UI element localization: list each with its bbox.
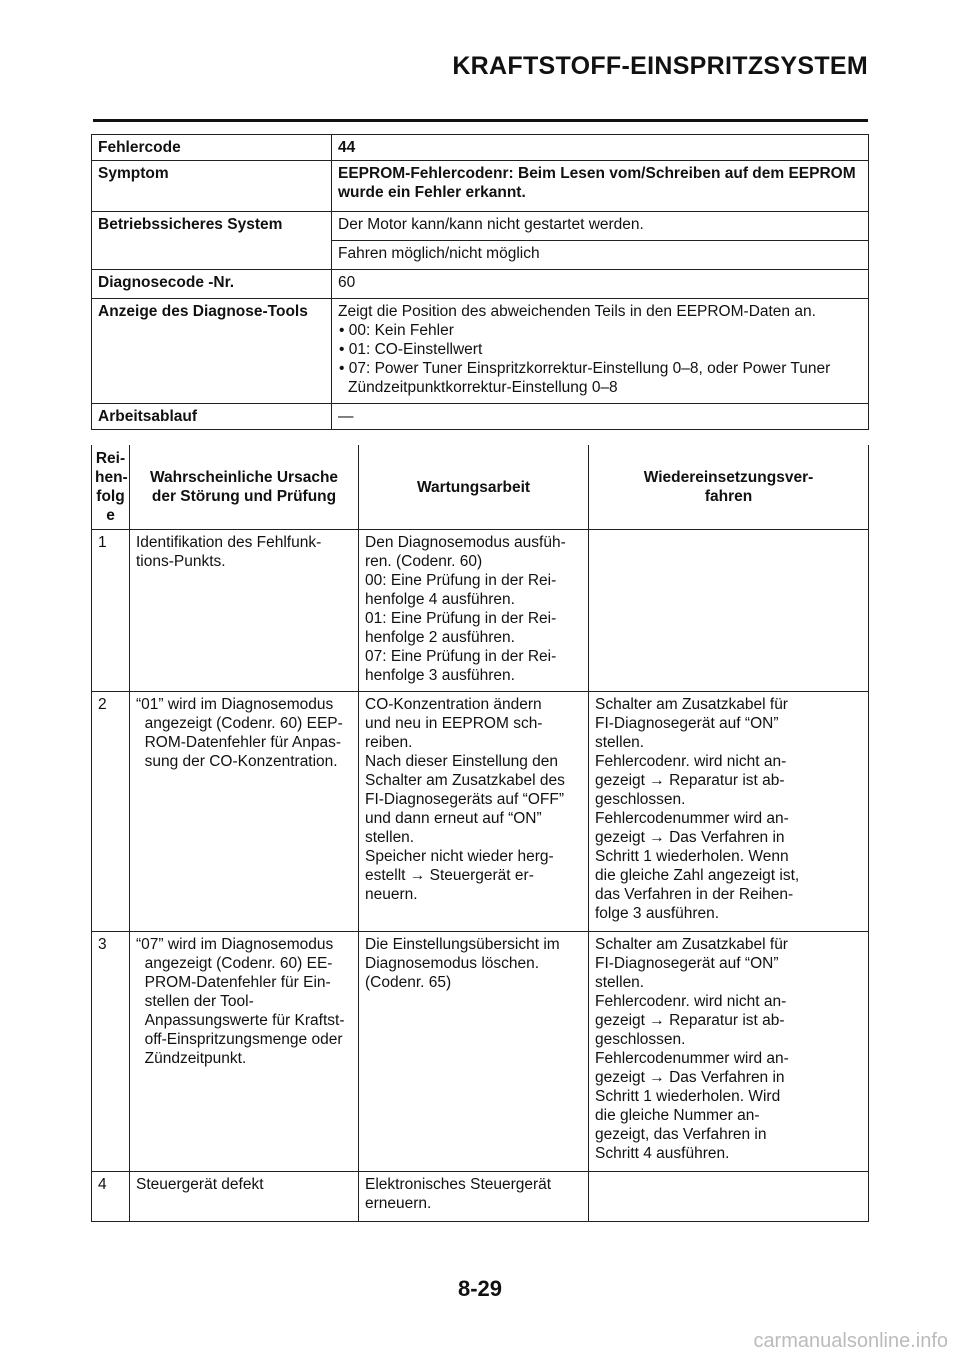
steps-header-row — [92, 445, 869, 530]
fehlercode-label: Fehlercode — [92, 135, 332, 161]
arbeitsablauf-label: Arbeitsablauf — [92, 404, 332, 430]
betrieb-value-1: Der Motor kann/kann nicht gestartet werden. — [332, 212, 869, 241]
step-3-restore: Schalter am Zusatzkabel für FI-Diagnosegerät auf “ON” stellen. Fehlercodenr. wird nicht an- gezeigt → Reparatur ist ab- geschlossen. Fehlercodenummer wird an- gezeigt → Das Verfahren in Schritt 1 wiederholen. Wird die gleiche Nummer an- gezeigt, das Verfahren in Schritt 4 ausführen. — [589, 932, 869, 1172]
step-1-cause: Identifikation des Fehlfunk- tions-Punkts. — [130, 530, 359, 692]
header-wartungsarbeit: Wartungsarbeit — [359, 445, 589, 530]
symptom-label: Symptom — [92, 161, 332, 212]
diagnosecode-row — [92, 270, 869, 299]
header-reihenfolge: Rei- hen- folg e — [92, 445, 130, 530]
step-4-restore — [589, 1172, 869, 1222]
anzeige-bullet-01: • 01: CO-Einstellwert — [339, 341, 483, 358]
step-1-restore — [589, 530, 869, 692]
fehlercode-value: 44 — [332, 135, 869, 161]
anzeige-intro: Zeigt die Position des abweichenden Teils in den EEPROM-Daten an. — [338, 303, 816, 320]
step-3-cause: “07” wird im Diagnosemodus angezeigt (Codenr. 60) EE- PROM-Datenfehler für Ein- stellen der Tool- Anpassungswerte für Kraftst- off-Einspritzungsmenge oder Zündzeitpunkt. — [130, 932, 359, 1172]
symptom-value: EEPROM-Fehlercodenr: Beim Lesen vom/Schreiben auf dem EEPROM wurde ein Fehler erkannt. — [332, 161, 869, 212]
betrieb-label: Betriebssicheres System — [92, 212, 332, 270]
betrieb-row-1 — [92, 212, 869, 241]
anzeige-label: Anzeige des Diagnose-Tools — [92, 299, 332, 404]
step-row-4 — [92, 1172, 869, 1222]
anzeige-row — [92, 299, 869, 404]
header-ursache: Wahrscheinliche Ursache der Störung und Prüfung — [130, 445, 359, 530]
symptom-row — [92, 161, 869, 212]
betrieb-value-2: Fahren möglich/nicht möglich — [332, 241, 869, 270]
anzeige-bullet-00: • 00: Kein Fehler — [339, 322, 454, 339]
step-1-num: 1 — [92, 530, 130, 692]
info-table — [91, 134, 869, 430]
step-4-num: 4 — [92, 1172, 130, 1222]
steps-table — [91, 445, 869, 1222]
diagnosecode-value: 60 — [332, 270, 869, 299]
step-2-num: 2 — [92, 692, 130, 932]
arbeitsablauf-value: — — [332, 404, 869, 430]
fehlercode-row — [92, 135, 869, 161]
step-row-3 — [92, 932, 869, 1172]
step-row-2 — [92, 692, 869, 932]
anzeige-bullet-07: • 07: Power Tuner Einspritzkorrektur-Einstellung 0–8, oder Power Tuner Zündzeitpunktkorrektur-Einstellung 0–8 — [339, 360, 831, 396]
step-2-restore: Schalter am Zusatzkabel für FI-Diagnosegerät auf “ON” stellen. Fehlercodenr. wird nicht an- gezeigt → Reparatur ist ab- geschlossen. Fehlercodenummer wird an- gezeigt → Das Verfahren in Schritt 1 wiederholen. Wenn die gleiche Zahl angezeigt ist, das Verfahren in der Reihen- folge 3 ausführen. — [589, 692, 869, 932]
step-1-work: Den Diagnosemodus ausfüh- ren. (Codenr. 60) 00: Eine Prüfung in der Rei- henfolge 4 ausführen. 01: Eine Prüfung in der Rei- henfolge 2 ausführen. 07: Eine Prüfung in der Rei- henfolge 3 ausführen. — [359, 530, 589, 692]
step-3-num: 3 — [92, 932, 130, 1172]
step-4-work: Elektronisches Steuergerät erneuern. — [359, 1172, 589, 1222]
arbeitsablauf-row — [92, 404, 869, 430]
step-3-work: Die Einstellungsübersicht im Diagnosemodus löschen. (Codenr. 65) — [359, 932, 589, 1172]
step-row-1 — [92, 530, 869, 692]
step-2-work: CO-Konzentration ändern und neu in EEPROM sch- reiben. Nach dieser Einstellung den Schalter am Zusatzkabel des FI-Diagnosegeräts auf “OFF” und dann erneut auf “ON” stellen. Speicher nicht wieder herg- estellt → Steuergerät er- neuern. — [359, 692, 589, 932]
header-rule — [93, 119, 868, 122]
step-2-cause: “01” wird im Diagnosemodus angezeigt (Codenr. 60) EEP- ROM-Datenfehler für Anpas- sung der CO-Konzentration. — [130, 692, 359, 932]
header-wiedereinsetzung: Wiedereinsetzungsver- fahren — [589, 445, 869, 530]
page-header-title: KRAFTSTOFF-EINSPRITZSYSTEM — [452, 52, 868, 80]
step-4-cause: Steuergerät defekt — [130, 1172, 359, 1222]
anzeige-cell — [332, 299, 869, 404]
page-number: 8-29 — [457, 1276, 503, 1301]
diagnosecode-label: Diagnosecode -Nr. — [92, 270, 332, 299]
watermark: carmanualsonline.info — [753, 1330, 948, 1352]
